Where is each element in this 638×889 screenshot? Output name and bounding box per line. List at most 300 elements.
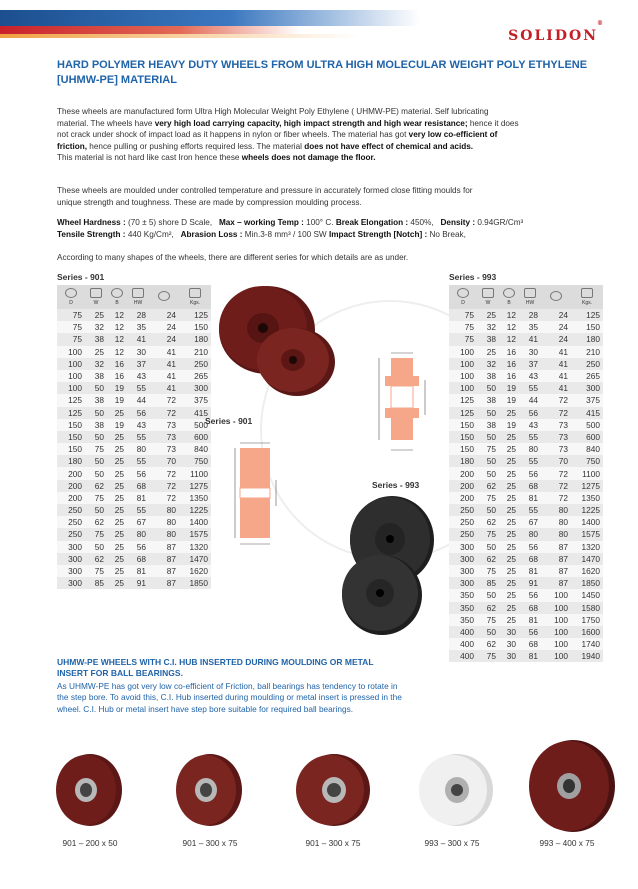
table-cell: 100 [541, 614, 571, 626]
table-cell: 25 [499, 431, 519, 443]
table-row [449, 443, 603, 455]
table-cell: 25 [107, 455, 127, 467]
table-row [449, 419, 603, 431]
table-cell: 73 [541, 443, 571, 455]
table-cell: 28 [519, 309, 541, 321]
table-row [449, 492, 603, 504]
table-cell: 600 [571, 431, 603, 443]
table-cell: 415 [179, 407, 211, 419]
intro-paragraph: These wheels are manufactured form Ultra High Molecular Weight Poly Ethylene ( UHMW-PE) material. Self lubricating material. The wheels have very high load carrying capacity, high impact strength and high wear resistance; hence it does not crack under shock of impact load as it happens in nylon or fiber wheels. The material has got very low co-efficient of friction, hence pulling or pushing efforts required less. The material does not have effect of chemical and acids. This material is not hard like cast Iron hence these wheels does not damage the floor. [57, 107, 519, 162]
table-cell: 1350 [179, 492, 211, 504]
table-cell: 50 [477, 504, 499, 516]
table-cell: 300 [449, 577, 477, 589]
table-cell: 72 [149, 394, 179, 406]
table-cell: 25 [499, 528, 519, 540]
table-cell: 25 [477, 346, 499, 358]
table-row [449, 394, 603, 406]
table-row [449, 650, 603, 662]
table-cell: 12 [107, 333, 127, 345]
table-row [57, 382, 211, 394]
table-cell: 840 [571, 443, 603, 455]
table-row [57, 455, 211, 467]
table-cell: 73 [149, 419, 179, 431]
table-cell: 1470 [571, 553, 603, 565]
table-cell: 80 [519, 443, 541, 455]
table-cell: 12 [499, 309, 519, 321]
table-cell: 250 [449, 516, 477, 528]
table-cell: 25 [499, 541, 519, 553]
table-cell: 30 [127, 346, 149, 358]
table-cell: 62 [477, 480, 499, 492]
table-row [449, 333, 603, 345]
table-cell: 72 [541, 480, 571, 492]
series-note: According to many shapes of the wheels, there are different series for which details are as under. [57, 253, 409, 262]
table-row [449, 577, 603, 589]
table-cell: 1600 [571, 626, 603, 638]
hub-width-icon: HW [519, 285, 541, 309]
table-cell: 350 [449, 614, 477, 626]
table-row [57, 309, 211, 321]
wheel-photo-901-300x75-b [292, 752, 372, 828]
table-cell: 81 [519, 565, 541, 577]
table-cell: 300 [57, 577, 85, 589]
table-cell: 25 [499, 492, 519, 504]
table-cell: 68 [519, 480, 541, 492]
table-row [57, 407, 211, 419]
table-cell: 80 [127, 443, 149, 455]
table-cell: 200 [57, 467, 85, 479]
table-cell: 500 [571, 419, 603, 431]
table-cell: 50 [477, 382, 499, 394]
table-cell: 80 [127, 528, 149, 540]
table-cell: 1275 [179, 480, 211, 492]
table-cell: 150 [449, 443, 477, 455]
table-row [57, 565, 211, 577]
table-cell: 56 [127, 467, 149, 479]
table-cell: 200 [57, 492, 85, 504]
caption-993-400x75: 993 – 400 x 75 [539, 838, 595, 848]
table-cell: 80 [541, 504, 571, 516]
table-cell: 85 [85, 577, 107, 589]
table-row [449, 309, 603, 321]
table-cell: 19 [499, 394, 519, 406]
table-cell: 50 [85, 541, 107, 553]
table-cell: 75 [85, 565, 107, 577]
table-row [57, 443, 211, 455]
table-cell: 1400 [179, 516, 211, 528]
table-cell: 75 [57, 309, 85, 321]
table-cell: 1400 [571, 516, 603, 528]
table-cell: 50 [85, 407, 107, 419]
banner-stripe-red [0, 26, 300, 34]
table-cell: 75 [57, 333, 85, 345]
wheel-photo-993-300x75 [415, 752, 495, 828]
table-cell: 1750 [571, 614, 603, 626]
table-cell: 150 [571, 321, 603, 333]
series-993-title: Series - 993 [449, 272, 497, 282]
table-cell: 56 [519, 467, 541, 479]
table-row [57, 321, 211, 333]
table-cell: 24 [149, 333, 179, 345]
table-cell: 24 [541, 309, 571, 321]
table-row [57, 553, 211, 565]
caption-901-300x75-a: 901 – 300 x 75 [182, 838, 238, 848]
table-cell: 300 [57, 565, 85, 577]
width-icon: W [85, 285, 107, 309]
table-cell: 56 [519, 626, 541, 638]
table-cell: 300 [57, 541, 85, 553]
table-cell: 38 [477, 419, 499, 431]
table-cell: 73 [541, 419, 571, 431]
table-cell: 1620 [571, 565, 603, 577]
table-cell: 75 [477, 528, 499, 540]
table-cell: 25 [107, 528, 127, 540]
table-cell: 1320 [571, 541, 603, 553]
table-cell: 43 [127, 370, 149, 382]
table-cell: 25 [107, 443, 127, 455]
table-cell: 25 [499, 565, 519, 577]
table-cell: 100 [57, 358, 85, 370]
table-cell: 87 [541, 577, 571, 589]
table-cell: 41 [149, 358, 179, 370]
table-row [57, 358, 211, 370]
table-cell: 400 [449, 638, 477, 650]
table-cell: 87 [149, 541, 179, 553]
table-cell: 67 [127, 516, 149, 528]
table-cell: 55 [519, 504, 541, 516]
table-cell: 375 [179, 394, 211, 406]
table-cell: 25 [107, 577, 127, 589]
table-cell: 87 [149, 553, 179, 565]
table-cell: 25 [85, 309, 107, 321]
table-cell: 44 [519, 394, 541, 406]
table-cell: 38 [477, 394, 499, 406]
series-993-callout: Series - 993 [372, 480, 420, 490]
table-cell: 50 [477, 541, 499, 553]
table-cell: 62 [477, 602, 499, 614]
table-cell: 50 [477, 431, 499, 443]
table-cell: 25 [107, 516, 127, 528]
table-cell: 150 [57, 443, 85, 455]
table-cell: 12 [499, 321, 519, 333]
table-cell: 150 [449, 419, 477, 431]
caption-993-300x75: 993 – 300 x 75 [424, 838, 480, 848]
table-row [449, 565, 603, 577]
series-901-section-drawing [232, 440, 282, 550]
table-cell: 1940 [571, 650, 603, 662]
table-cell: 80 [541, 516, 571, 528]
table-cell: 500 [179, 419, 211, 431]
table-cell: 1580 [571, 602, 603, 614]
table-cell: 25 [499, 602, 519, 614]
table-cell: 73 [149, 443, 179, 455]
table-cell: 300 [571, 382, 603, 394]
table-cell: 50 [477, 589, 499, 601]
load-weight-icon: Kgs. [571, 285, 603, 309]
table-cell: 100 [541, 626, 571, 638]
table-cell: 210 [179, 346, 211, 358]
table-cell: 55 [127, 382, 149, 394]
table-cell: 300 [57, 553, 85, 565]
moulding-paragraph: These wheels are moulded under controlled temperature and pressure in accurately formed close fitting moulds for unique strength and toughness. These are made by compression moulding process. [57, 186, 473, 207]
table-cell: 25 [499, 589, 519, 601]
table-cell: 100 [449, 358, 477, 370]
table-cell: 1275 [571, 480, 603, 492]
hub-width-icon: HW [127, 285, 149, 309]
table-row [449, 431, 603, 443]
table-cell: 50 [85, 382, 107, 394]
table-cell: 25 [107, 467, 127, 479]
table-row [57, 370, 211, 382]
table-cell: 30 [499, 638, 519, 650]
table-row [57, 528, 211, 540]
table-cell: 300 [449, 565, 477, 577]
wheel-photo-993-400x75 [525, 738, 615, 834]
table-cell: 12 [107, 321, 127, 333]
table-cell: 25 [499, 480, 519, 492]
table-cell: 41 [149, 382, 179, 394]
table-header-row [57, 285, 211, 309]
table-row [449, 602, 603, 614]
table-cell: 43 [519, 419, 541, 431]
table-row [57, 577, 211, 589]
table-cell: 87 [541, 553, 571, 565]
series-993-wheel-photo [330, 495, 445, 640]
table-cell: 32 [85, 321, 107, 333]
table-cell: 25 [499, 553, 519, 565]
table-cell: 75 [449, 333, 477, 345]
table-cell: 210 [571, 346, 603, 358]
table-cell: 32 [85, 358, 107, 370]
table-cell: 200 [449, 492, 477, 504]
table-cell: 56 [519, 541, 541, 553]
table-cell: 150 [449, 431, 477, 443]
table-cell: 25 [107, 504, 127, 516]
table-cell: 56 [127, 407, 149, 419]
table-row [449, 504, 603, 516]
table-cell: 72 [149, 480, 179, 492]
table-cell: 72 [149, 407, 179, 419]
table-cell: 41 [541, 346, 571, 358]
table-cell: 87 [541, 541, 571, 553]
table-cell: 25 [499, 455, 519, 467]
table-cell: 100 [57, 346, 85, 358]
table-cell: 62 [85, 480, 107, 492]
table-cell: 25 [107, 407, 127, 419]
table-cell: 81 [127, 565, 149, 577]
table-cell: 72 [541, 467, 571, 479]
table-cell: 35 [127, 321, 149, 333]
table-cell: 75 [85, 492, 107, 504]
table-cell: 100 [57, 382, 85, 394]
table-cell: 25 [499, 443, 519, 455]
table-cell: 12 [499, 333, 519, 345]
table-cell: 125 [571, 309, 603, 321]
series-993-section-drawing [373, 350, 433, 460]
table-cell: 265 [179, 370, 211, 382]
hub-insert-body: As UHMW-PE has got very low co-efficient of Friction, ball bearings has tendency to rotate in the step bore. To avoid this, C.I. Hub inserted during moulding or metal insert is pressed in the wheel. C.I. Hub or metal insert have step bore suitable for required ball bearings. [57, 681, 402, 714]
table-cell: 300 [449, 541, 477, 553]
table-cell: 25 [499, 407, 519, 419]
caption-901-300x75-b: 901 – 300 x 75 [305, 838, 361, 848]
table-cell: 43 [519, 370, 541, 382]
table-cell: 1575 [179, 528, 211, 540]
table-cell: 24 [541, 321, 571, 333]
table-cell: 87 [149, 565, 179, 577]
table-cell: 50 [85, 455, 107, 467]
hub-insert-section [57, 657, 402, 715]
table-cell: 200 [57, 480, 85, 492]
table-cell: 75 [57, 321, 85, 333]
table-cell: 24 [149, 321, 179, 333]
table-cell: 1450 [571, 589, 603, 601]
bore-icon: B [107, 285, 127, 309]
table-cell: 28 [127, 309, 149, 321]
table-cell: 81 [519, 492, 541, 504]
table-cell: 50 [85, 431, 107, 443]
table-cell: 81 [519, 614, 541, 626]
table-header-row [449, 285, 603, 309]
table-cell: 67 [519, 516, 541, 528]
table-cell: 100 [57, 370, 85, 382]
table-cell: 300 [449, 553, 477, 565]
table-row [449, 321, 603, 333]
table-cell: 91 [519, 577, 541, 589]
table-cell: 70 [149, 455, 179, 467]
table-cell: 55 [127, 431, 149, 443]
table-cell: 41 [541, 358, 571, 370]
table-cell: 250 [57, 528, 85, 540]
table-cell: 32 [477, 358, 499, 370]
table-row [449, 370, 603, 382]
table-row [57, 541, 211, 553]
table-row [449, 358, 603, 370]
table-cell: 72 [149, 467, 179, 479]
table-cell: 750 [179, 455, 211, 467]
table-row [57, 346, 211, 358]
table-row [57, 431, 211, 443]
wheel-photo-901-200x50 [52, 752, 124, 828]
table-cell: 25 [477, 309, 499, 321]
table-cell: 1225 [179, 504, 211, 516]
table-cell: 1100 [571, 467, 603, 479]
table-cell: 25 [107, 431, 127, 443]
table-cell: 24 [541, 333, 571, 345]
table-cell: 32 [477, 321, 499, 333]
table-cell: 80 [519, 528, 541, 540]
table-cell: 300 [179, 382, 211, 394]
table-cell: 73 [541, 431, 571, 443]
table-cell: 1225 [571, 504, 603, 516]
table-cell: 375 [571, 394, 603, 406]
material-specs: Wheel Hardness : (70 ± 5) shore D Scale, Max – working Temp : 100° C. Break Elongation : 450%, Density : 0.94GR/Cm³ Tensile Strength : 440 Kg/Cm², Abrasion Loss : Min.3-8 mm³ / 100 SW Impact Strength [Notch] : No Break, [57, 218, 524, 239]
table-cell: 75 [477, 650, 499, 662]
table-cell: 30 [499, 626, 519, 638]
table-cell: 75 [477, 565, 499, 577]
banner-stripe-blue [0, 10, 420, 26]
table-cell: 750 [571, 455, 603, 467]
table-cell: 150 [57, 431, 85, 443]
table-cell: 100 [541, 589, 571, 601]
table-cell: 100 [449, 382, 477, 394]
table-cell: 100 [449, 346, 477, 358]
table-cell: 50 [477, 407, 499, 419]
table-cell: 250 [449, 528, 477, 540]
table-cell: 80 [149, 528, 179, 540]
table-cell: 25 [85, 346, 107, 358]
table-cell: 25 [499, 504, 519, 516]
table-cell: 41 [149, 370, 179, 382]
table-cell: 41 [541, 370, 571, 382]
series-993-table [449, 285, 603, 662]
table-cell: 38 [85, 370, 107, 382]
table-cell: 41 [127, 333, 149, 345]
table-cell: 87 [149, 577, 179, 589]
table-row [449, 516, 603, 528]
series-901-wheel-photo [205, 280, 335, 400]
table-cell: 1850 [571, 577, 603, 589]
table-row [57, 492, 211, 504]
table-cell: 55 [519, 455, 541, 467]
table-cell: 250 [57, 504, 85, 516]
table-cell: 125 [57, 407, 85, 419]
table-cell: 68 [127, 480, 149, 492]
table-cell: 180 [179, 333, 211, 345]
table-cell: 55 [519, 431, 541, 443]
table-cell: 80 [149, 504, 179, 516]
table-cell: 75 [477, 614, 499, 626]
table-cell: 250 [571, 358, 603, 370]
table-cell: 125 [449, 407, 477, 419]
table-cell: 1100 [179, 467, 211, 479]
table-cell: 81 [127, 492, 149, 504]
table-cell: 150 [57, 419, 85, 431]
table-cell: 180 [571, 333, 603, 345]
table-cell: 87 [541, 565, 571, 577]
table-cell: 44 [127, 394, 149, 406]
table-cell: 16 [107, 358, 127, 370]
table-row [449, 455, 603, 467]
table-cell: 68 [519, 638, 541, 650]
table-row [57, 333, 211, 345]
table-cell: 75 [449, 309, 477, 321]
table-cell: 1470 [179, 553, 211, 565]
hub-diameter-icon [149, 285, 179, 309]
table-cell: 350 [449, 602, 477, 614]
hub-insert-title: UHMW-PE WHEELS WITH C.I. HUB INSERTED DURING MOULDING OR METAL INSERT FOR BALL BEARINGS. [57, 657, 374, 678]
load-weight-icon: Kgs. [179, 285, 211, 309]
table-row [57, 394, 211, 406]
banner-stripe-orange [0, 34, 360, 38]
table-cell: 25 [107, 553, 127, 565]
table-cell: 12 [107, 309, 127, 321]
table-cell: 16 [499, 370, 519, 382]
table-cell: 30 [499, 650, 519, 662]
table-row [449, 346, 603, 358]
table-cell: 100 [541, 602, 571, 614]
table-cell: 16 [499, 358, 519, 370]
table-cell: 68 [519, 553, 541, 565]
hub-diameter-icon [541, 285, 571, 309]
table-cell: 400 [449, 626, 477, 638]
table-cell: 1850 [179, 577, 211, 589]
table-cell: 840 [179, 443, 211, 455]
table-cell: 19 [107, 394, 127, 406]
table-cell: 80 [149, 516, 179, 528]
table-cell: 50 [477, 455, 499, 467]
table-cell: 100 [541, 650, 571, 662]
table-cell: 56 [127, 541, 149, 553]
